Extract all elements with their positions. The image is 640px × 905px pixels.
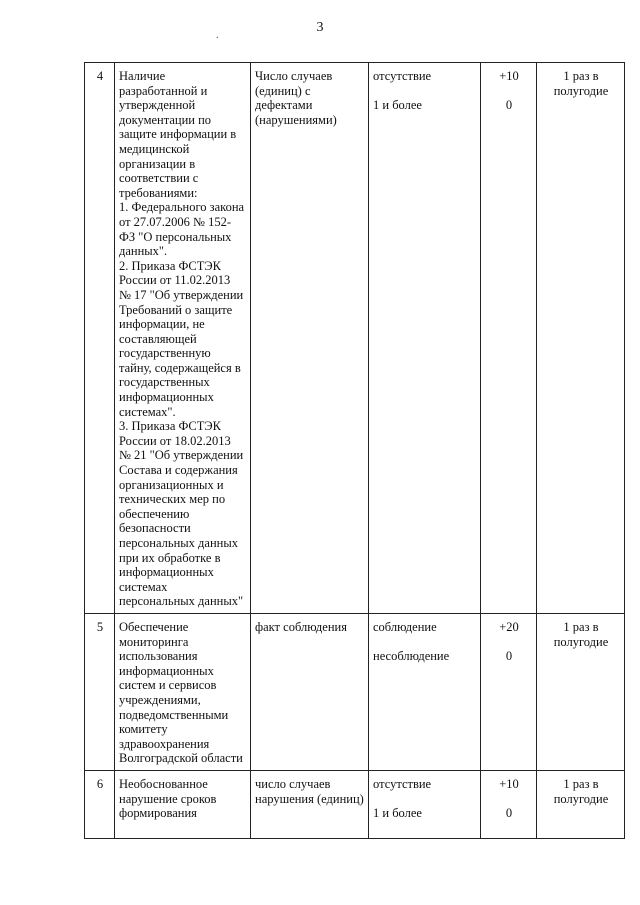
indicator-line: № 21 "Об утверждении — [119, 448, 244, 463]
indicator-line: технических мер по — [119, 492, 226, 507]
table-row — [85, 613, 625, 770]
scan-mark: . — [216, 30, 219, 41]
indicator-line: информации, не — [119, 317, 205, 332]
row-number: 5 — [96, 619, 104, 634]
row-number: 6 — [96, 776, 104, 791]
value-cell — [369, 613, 481, 770]
indicator-line: учреждениями, — [119, 692, 201, 707]
indicator-cell — [115, 770, 251, 838]
indicator-line: требованиями: — [119, 185, 198, 200]
indicator-line: государственную — [119, 346, 211, 361]
indicator-line: от 27.07.2006 № 152- — [119, 214, 232, 229]
points-line: 0 — [505, 97, 513, 112]
indicator-line: систем и сервисов — [119, 678, 217, 693]
indicator-line: Требований о защите — [119, 302, 233, 317]
row-number-cell — [85, 63, 115, 614]
points-line: 0 — [505, 648, 513, 663]
points-line: 0 — [505, 805, 513, 820]
indicator-line: информационных — [119, 565, 214, 580]
indicator-line: медицинской — [119, 141, 190, 156]
indicator-line: соответствии с — [119, 171, 199, 186]
value-cell — [369, 770, 481, 838]
indicator-line: 1. Федерального закона — [119, 200, 245, 215]
points-line: +20 — [499, 619, 519, 634]
indicator-line: № 17 "Об утверждении — [119, 287, 244, 302]
measure-cell — [251, 770, 369, 838]
indicator-line: организации в — [119, 156, 196, 171]
value-line: отсутствие — [373, 69, 432, 83]
period-cell — [537, 63, 625, 614]
indicator-line: нарушение сроков — [119, 791, 217, 806]
indicator-line: Состава и содержания — [119, 463, 238, 478]
indicator-line: подведомственными — [119, 707, 229, 722]
indicator-line: Волгоградской области — [119, 751, 243, 766]
points-cell — [481, 613, 537, 770]
period-line: полугодие — [553, 634, 609, 649]
row-number-cell — [85, 770, 115, 838]
indicator-line: данных". — [119, 244, 168, 259]
indicator-line: 2. Приказа ФСТЭК — [119, 258, 221, 273]
indicator-line: формирования — [119, 806, 197, 821]
row-number-cell — [85, 613, 115, 770]
indicator-line: государственных — [119, 375, 210, 390]
criteria-table — [84, 62, 625, 839]
points-cell — [481, 770, 537, 838]
row-number: 4 — [96, 69, 104, 83]
indicator-cell — [115, 63, 251, 614]
page-number: 3 — [316, 20, 324, 35]
indicator-line: персональных данных" — [119, 594, 244, 609]
value-cell — [369, 63, 481, 614]
value-line: 1 и более — [373, 97, 422, 112]
indicator-cell — [115, 613, 251, 770]
measure-cell — [251, 613, 369, 770]
period-line: 1 раз в — [563, 69, 599, 83]
value-line: отсутствие — [373, 776, 432, 791]
indicator-line: мониторинга — [119, 634, 189, 649]
indicator-line: России от 11.02.2013 — [119, 273, 231, 288]
indicator-line: тайну, содержащейся в — [119, 360, 241, 375]
points-cell — [481, 63, 537, 614]
indicator-line: документации по — [119, 112, 212, 127]
indicator-line: Необоснованное — [119, 776, 208, 791]
measure-line: Число случаев — [255, 69, 333, 83]
measure-line: (единиц) с — [255, 83, 311, 98]
indicator-line: Наличие — [119, 69, 166, 83]
period-line: 1 раз в — [563, 619, 599, 634]
measure-line: дефектами — [255, 98, 313, 113]
measure-line: число случаев — [255, 776, 331, 791]
indicator-line: персональных данных — [119, 536, 238, 550]
indicator-line: комитету — [119, 722, 168, 737]
period-line: полугодие — [553, 83, 609, 98]
indicator-line: использования — [119, 649, 198, 664]
indicator-line: организационных и — [119, 477, 224, 492]
indicator-line: здравоохранения — [119, 736, 210, 751]
indicator-line: информационных — [119, 390, 214, 405]
value-line: соблюдение — [373, 619, 437, 634]
measure-cell — [251, 63, 369, 614]
period-line: полугодие — [553, 791, 609, 806]
indicator-line: Обеспечение — [119, 619, 189, 634]
indicator-line: составляющей — [119, 331, 197, 346]
measure-line: факт соблюдения — [255, 619, 347, 634]
indicator-line: безопасности — [119, 521, 191, 536]
value-line: несоблюдение — [373, 648, 450, 663]
indicator-line: разработанной и — [119, 83, 208, 98]
indicator-line: защите информации в — [119, 127, 237, 142]
measure-line: (нарушениями) — [255, 112, 337, 127]
points-line: +10 — [499, 776, 519, 791]
value-line: 1 и более — [373, 805, 422, 820]
indicator-line: ФЗ "О персональных — [119, 229, 232, 244]
period-cell — [537, 770, 625, 838]
indicator-line: системах". — [119, 404, 176, 419]
indicator-line: России от 18.02.2013 — [119, 433, 231, 448]
table-row — [85, 770, 625, 838]
measure-line: нарушения (единиц) — [255, 791, 364, 806]
period-cell — [537, 613, 625, 770]
points-line: +10 — [499, 69, 519, 83]
indicator-line: информационных — [119, 663, 214, 678]
criteria-table-body — [85, 63, 625, 839]
table-row — [85, 63, 625, 614]
indicator-line: обеспечению — [119, 506, 190, 521]
period-line: 1 раз в — [563, 776, 599, 791]
indicator-line: утвержденной — [119, 98, 196, 113]
indicator-line: системах — [119, 579, 168, 594]
indicator-line: при их обработке в — [119, 550, 221, 565]
indicator-line: 3. Приказа ФСТЭК — [119, 419, 221, 434]
